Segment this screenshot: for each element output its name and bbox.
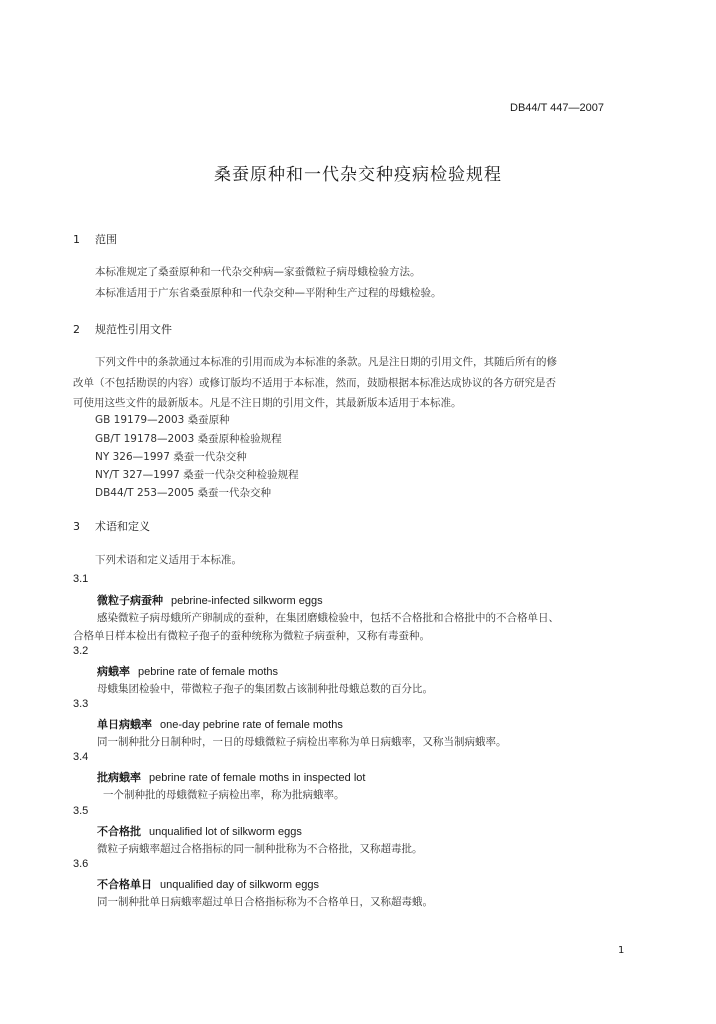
term-title: [97, 716, 343, 732]
term-title: [97, 769, 365, 785]
reference-item: DB44/T 253—2005 桑蚕一代杂交种: [95, 487, 272, 499]
section-title: 术语和定义: [95, 520, 150, 533]
term-definition: 一个制种批的母蛾微粒子病检出率，称为批病蛾率。: [103, 789, 345, 801]
reference-item: NY/T 327—1997 桑蚕一代杂交种检验规程: [95, 469, 299, 481]
page-number: 1: [618, 945, 625, 956]
section-2-paragraph-line-2: 改单（不包括勘误的内容）或修订版均不适用于本标准，然而，鼓励根据本标准达成协议的各方研究是否: [73, 377, 556, 389]
term-chinese: 单日病蛾率: [97, 718, 152, 731]
term-definition: 同一制种批分日制种时，一日的母蛾微粒子病检出率称为单日病蛾率，又称当制病蛾率。: [97, 736, 507, 748]
section-number: 2: [73, 323, 80, 336]
term-number: 3.6: [73, 858, 89, 870]
term-title: [97, 663, 278, 679]
reference-item: GB/T 19178—2003 桑蚕原种检验规程: [95, 433, 282, 445]
term-title: [97, 823, 302, 839]
section-2-paragraph-line-3: 可使用这些文件的最新版本。凡是不注日期的引用文件，其最新版本适用于本标准。: [73, 397, 462, 409]
section-2-paragraph-line-1: 下列文件中的条款通过本标准的引用而成为本标准的条款。凡是注日期的引用文件，其随后所有的修: [95, 356, 557, 368]
term-chinese: 微粒子病蚕种: [97, 594, 163, 607]
term-number: 3.1: [73, 573, 89, 585]
term-chinese: 批病蛾率: [97, 771, 141, 784]
term-title: [97, 592, 323, 608]
term-chinese: 不合格批: [97, 825, 141, 838]
standard-code: DB44/T 447—2007: [510, 102, 604, 114]
term-english: pebrine rate of female moths in inspected lot: [149, 772, 366, 784]
section-1-heading: [73, 231, 117, 247]
section-number: 3: [73, 520, 80, 533]
term-number: 3.5: [73, 805, 89, 817]
term-english: pebrine rate of female moths: [138, 666, 279, 678]
term-definition: 合格单日样本检出有微粒子孢子的蚕种统称为微粒子病蚕种，又称有毒蚕种。: [73, 630, 430, 642]
term-number: 3.4: [73, 751, 89, 763]
section-title: 范围: [95, 233, 117, 246]
term-definition: 感染微粒子病母蛾所产卵制成的蚕种，在集团磨蛾检验中，包括不合格批和合格批中的不合格单日、: [97, 612, 559, 624]
term-number: 3.2: [73, 645, 89, 657]
section-3-heading: [73, 518, 150, 534]
term-number: 3.3: [73, 698, 89, 710]
term-english: one-day pebrine rate of female moths: [160, 719, 343, 731]
term-chinese: 病蛾率: [97, 665, 130, 678]
term-english: pebrine-infected silkworm eggs: [171, 595, 323, 607]
term-english: unqualified day of silkworm eggs: [160, 879, 319, 891]
section-3-intro: 下列术语和定义适用于本标准。: [95, 554, 242, 566]
section-number: 1: [73, 233, 80, 246]
term-definition: 母蛾集团检验中，带微粒子孢子的集团数占该制种批母蛾总数的百分比。: [97, 683, 433, 695]
term-definition: 同一制种批单日病蛾率超过单日合格指标称为不合格单日，又称超毒蛾。: [97, 896, 433, 908]
term-title: [97, 876, 319, 892]
section-title: 规范性引用文件: [95, 323, 172, 336]
section-1-paragraph-1: 本标准规定了桑蚕原种和一代杂交种病—家蚕微粒子病母蛾检验方法。: [95, 266, 421, 278]
term-chinese: 不合格单日: [97, 878, 152, 891]
reference-item: GB 19179—2003 桑蚕原种: [95, 414, 230, 426]
section-1-paragraph-2: 本标准适用于广东省桑蚕原种和一代杂交种—平附种生产过程的母蛾检验。: [95, 287, 442, 299]
term-definition: 微粒子病蛾率超过合格指标的同一制种批称为不合格批，又称超毒批。: [97, 843, 423, 855]
term-english: unqualified lot of silkworm eggs: [149, 826, 302, 838]
section-2-heading: [73, 321, 172, 337]
document-title: 桑蚕原种和一代杂交种疫病检验规程: [214, 165, 502, 185]
reference-item: NY 326—1997 桑蚕一代杂交种: [95, 451, 247, 463]
